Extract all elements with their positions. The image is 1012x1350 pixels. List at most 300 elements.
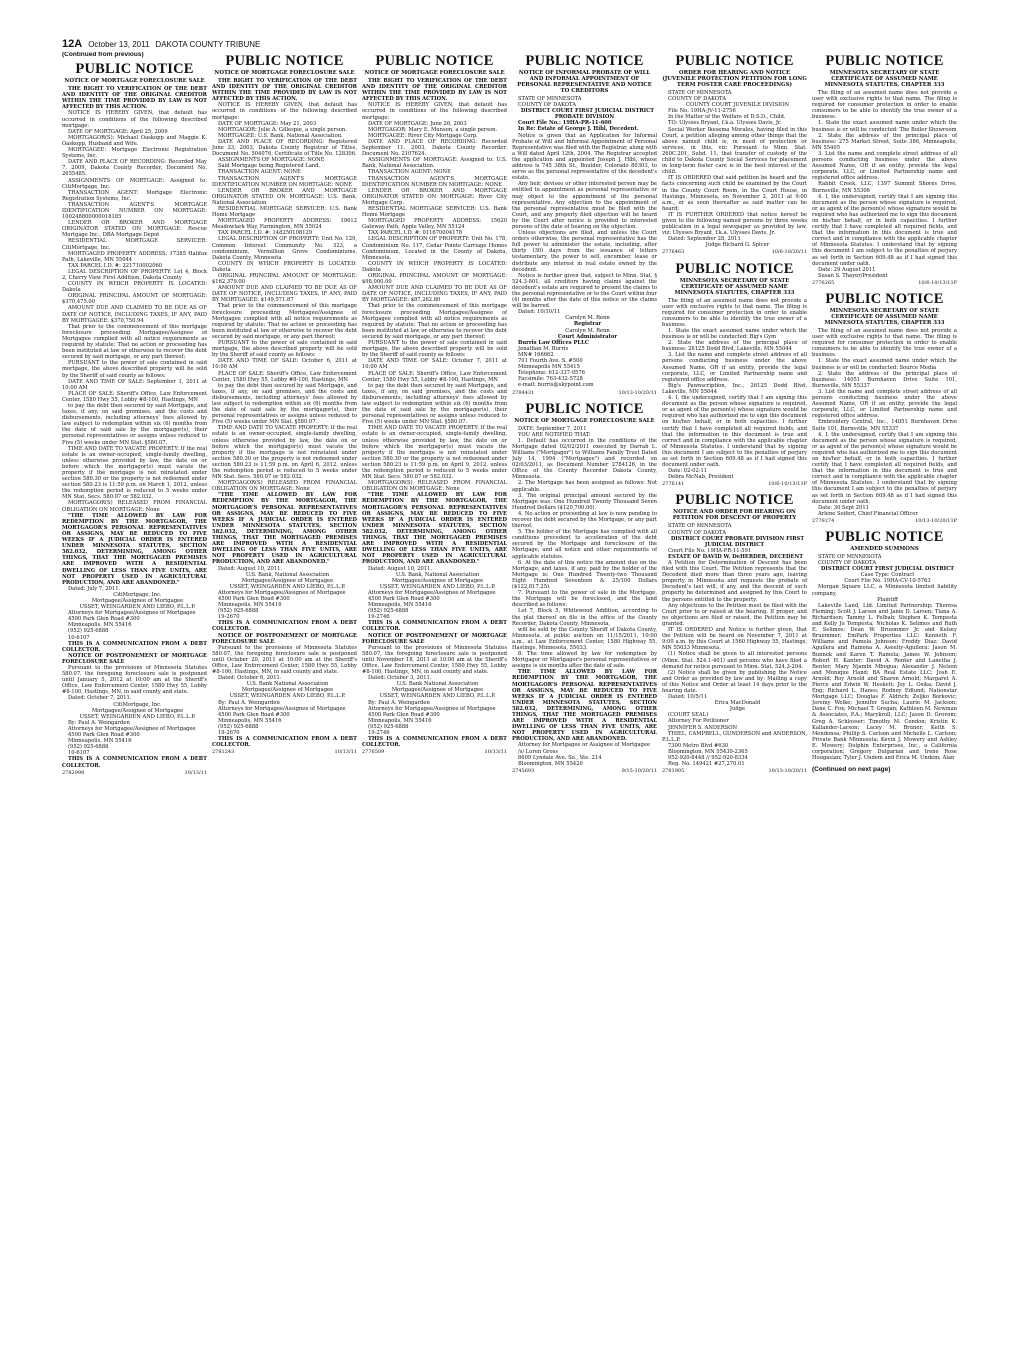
notice-paragraph: Case Type: Contract <box>860 572 915 579</box>
notice-paragraph: Any heir, devisee or other interested person may be entitled to appointment as personal representative or may object to the appointment of the personal representative. Any objection to the appointment of the personal representative must be filed with the Court, and any properly filed objection will be heard by the Court after notice is provided to interested persons of the date of hearing on the objection. <box>512 181 657 230</box>
notice-paragraph: Attorneys for Mortgagee/Assignee of Mortgagee <box>218 589 346 596</box>
notice-paragraph: U.S. Bank, National Association <box>395 571 480 578</box>
notice-paragraph: 4. I, the undersigned, certify that I am signing this document as the person whose signature is required, or as agent of the person(s) whose signature would be required who has authorized me to sign this document on his/her behalf, or in both capacities. I further certify that I have completed all required fields, and that the information in this document is true and correct and in compliance with the applicable chapter of Minnesota Statutes. I understand that by signing this document I am subject to the penalties of perjury as set forth in Section 609.48 as if I had signed this document under oath. <box>812 193 957 267</box>
notice-paragraph: LEGAL DESCRIPTION OF PROPERTY: Lot 4, Block 2, Cherry View First Addition, Dakota County <box>62 268 207 281</box>
notice-paragraph: Jonathan M. Burris <box>518 345 569 352</box>
notice-paragraph: PLACE OF SALE: Sheriff's Office, Law Enforcement Center, 1580 Hwy 55, Lobby #8-100, Hastings, MN <box>212 370 357 383</box>
publication-dates: 10/6-10/13/11P <box>918 279 957 286</box>
notice-paragraph: "THE TIME ALLOWED BY LAW FOR REDEMPTION BY THE MORTGAGOR, THE MORTGAGOR'S PERSONAL REPRESENTATIVES OR ASSIGNS, MAY BE REDUCED TO FIVE WEEKS IF A JUDICIAL ORDER IS ENTERED UNDER MINNESOTA STATUTES, SECTION 582.032, DETERMINING, AMONG OTHER THINGS, THAT THE MORTGAGED PREMISES ARE IMPROVED WITH A RESIDENTIAL DWELLING OF LESS THAN FIVE UNITS, ARE NOT PROPERTY USED IN AGRICULTURAL PRODUCTION, AND ARE ABANDONED." <box>362 492 507 566</box>
notice-id: 2776265 <box>812 279 835 286</box>
column-4 <box>512 52 657 1328</box>
notice-paragraph: PURSUANT to the power of sale contained in said mortgage, the above described property will be sold by the Sheriff of said county as follows: <box>212 340 357 359</box>
notice-paragraph: "THE TIME ALLOWED BY LAW FOR REDEMPTION BY THE MORTGAGOR, THE MORTGAGOR'S PERSONAL REPRESENTATIVES OR ASSIGNS, MAY BE REDUCED TO FIVE WEEKS IF A JUDICIAL ORDER IS ENTERED UNDER MINNESOTA STATUTES, SECTION 582.032, DETERMINING, AMONG OTHER THINGS, THAT THE MORTGAGED PREMISES ARE IMPROVED WITH A RESIDENTIAL DWELLING OF LESS THAN FIVE UNITS, ARE NOT PROPERTY USED IN AGRICULTURAL PRODUCTION, AND ARE ABANDONED." <box>62 512 207 586</box>
notice-footer <box>512 390 657 396</box>
notice-paragraph: Lot 7, Block 5, Whitewood Addition, according to the plat thereof on file in the office of the County Recorder, Dakota County, Minnesota, <box>512 608 657 627</box>
notice-paragraph: TIME AND DATE TO VACATE PROPERTY: If the real estate is an owner-occupied, single-family dwelling, unless otherwise provided by law, the date on or before which the mortgagor(s) must vacate the property if the mortgage is not reinstated under section 580.30 or the property is not redeemed under section 580.23 is 11:59 p.m. on April 6, 2012, unless the redemption period is reduced to 5 weeks under MN Stat. Secs. 580.07 or 582.032. <box>212 425 357 481</box>
notice-paragraph: Attorney For Petitioner <box>668 718 729 725</box>
notice-paragraph: DATE AND TIME OF SALE: October 6, 2011 at 10:00 AM <box>212 358 357 371</box>
notice-paragraph: (COURT SEAL) <box>668 712 709 719</box>
notice-paragraph: COUNTY IN WHICH PROPERTY IS LOCATED: Dakota <box>62 281 207 294</box>
notice-paragraph: USSET, WEINGARDEN AND LIEBO, P.L.L.P. <box>229 693 346 700</box>
notice-footer <box>62 770 207 776</box>
notice-paragraph: U.S. Bank National Association <box>246 681 329 688</box>
notice-subheading: NOTICE OF INFORMAL PROBATE OF WILL AND INFORMAL APPOINTMENT OF PERSONAL REPRESENTATIVE AND NOTICE TO CREDITORS <box>517 70 652 94</box>
notice-paragraph: Court Administrator <box>557 333 618 340</box>
notice-paragraph: In Re: Estate of George J. Hibl, Decedent. <box>518 126 639 133</box>
notice-paragraph: LENDER OR BROKER AND MORTGAGE ORIGINATOR STATED ON MORTGAGE: U.S. Bank, National Association <box>212 187 357 206</box>
publication-dates: 10/6-10/13/11P <box>768 481 807 488</box>
notice-paragraph: Attorney for Mortgagee or Assignee of Mortgagee <box>518 742 651 749</box>
notice-paragraph: 4500 Park Glen Road #300 <box>218 711 290 718</box>
notice-paragraph: TRANSACTION AGENT: NONE <box>218 169 301 176</box>
notice-paragraph: PLACE OF SALE: Sheriff's Office, Law Enforcement Center, 1580 Hwy 55, Lobby #8-100, Hastings, MN <box>62 390 207 403</box>
notice-paragraph: 19-2670 <box>218 614 240 621</box>
notice-paragraph: 8. The time allowed by law for redemption by Mortgagor or Mortgagor's personal representatives or assigns is six months after the date of sale. <box>512 651 657 670</box>
notice-paragraph: Pursuant to the provisions of Minnesota Statutes 580.07, the foregoing foreclosure sale is postponed until October 20, 2011 at 10:00 am at the Sheriff's Office, Law Enforcement Center, 1580 Hwy 55, Lobby #8-100, Hastings, MN, in said county and state. <box>212 644 357 676</box>
continued-from-label: (Continued from previous) <box>62 52 144 58</box>
notice-paragraph: Reg. No. 149421 #27,270.01 <box>668 761 745 768</box>
notice-paragraph: THE RIGHT TO VERIFICATION OF THE DEBT AND IDENTITY OF THE ORIGINAL CREDITOR WITHIN THE TIME PROVIDED BY LAW IS NOT AFFECTED BY THIS ACTION. <box>362 78 507 103</box>
notice-paragraph: Attorneys for Mortgagee/Assignee of Mortgagee <box>368 705 496 712</box>
public-notice <box>62 62 207 776</box>
notice-paragraph: 4. No action or proceeding at law is now pending to recover the debt secured by the Mortgage, or any part thereof. <box>512 510 657 530</box>
notice-paragraph: USSET, WEINGARDEN AND LIEBO, P.L.L.P. <box>379 693 496 700</box>
notice-paragraph: Minneapolis, MN 55416 <box>368 602 432 609</box>
notice-paragraph: ESTATE OF DAVID W. DeHERDER, DECEDENT <box>668 553 804 560</box>
notice-paragraph: (952) 925-6888 <box>218 608 259 615</box>
notice-paragraph: MORTGAGED PROPERTY ADDRESS: 15620 Gateway Path, Apple Valley, MN 55124 <box>362 218 507 231</box>
notice-paragraph: ASSIGNMENTS OF MORTGAGE: Assigned to: U.S. Bank, National Association. <box>362 157 507 170</box>
notice-paragraph: (952) 925-6888 <box>368 723 409 730</box>
page-number: 12A <box>62 38 83 50</box>
notice-paragraph: U.S. Bank National Association <box>396 681 479 688</box>
notice-paragraph: DATE: September 7, 2011 <box>518 425 587 432</box>
notice-paragraph: Dated: October 7, 2011. <box>68 695 132 702</box>
notice-paragraph: THIEL, CAMPBELL, GUNDERSON and ANDERSON, P.L.L.P. <box>662 730 807 743</box>
masthead <box>62 38 957 52</box>
continued-next-label: (Continued on next page) <box>812 766 891 774</box>
notice-paragraph: 952-920-8448 // 952-920-8334 <box>668 755 748 761</box>
column-2 <box>212 52 357 1328</box>
notice-paragraph: 4. I, the undersigned, certify that I am signing this document as the person whose signature is required, or as agent of the person(s) whose signature would be required who has authorized me to sign this document on his/her behalf, or in both capacities. I further certify that I have completed all required fields, and that the information in this document is true and correct and in compliance with the applicable chapter of Minnesota Statutes. I understand that by signing this document I am subject to the penalties of perjury as set forth in Section 609.48 as if I had signed this document under oath. <box>662 395 807 469</box>
publication-dates: 10/6-10/20/11 <box>771 249 807 256</box>
notice-paragraph: DATE OF MORTGAGE: May 21, 2003 <box>218 120 317 127</box>
notice-paragraph: Said Mortgage being Registered Land. <box>218 163 321 170</box>
notice-heading: PUBLIC NOTICE <box>375 53 494 69</box>
notice-paragraph: Dated: 10/10/11 <box>518 309 561 316</box>
publication-dates: 10/13/11 <box>184 769 207 776</box>
publication-dates: 10/13/11 <box>484 749 507 756</box>
notice-heading: PUBLIC NOTICE <box>675 53 794 69</box>
notice-paragraph: 701 Fourth Ave. S. #500 <box>518 358 583 365</box>
notice-paragraph: DISTRICT COURT FIRST JUDICIAL DISTRICT <box>820 566 955 573</box>
notice-paragraph: Minneapolis, MN 55416 <box>68 738 132 745</box>
notice-paragraph: 4500 Park Glen Road #300 <box>68 616 140 623</box>
notice-paragraph: DATE AND PLACE OF RECORDING: Recorded September 11, 2003, Dakota County Recorder, Document No. 2107624. <box>362 138 507 158</box>
notice-paragraph: Susan S. Thayer/President <box>818 272 888 279</box>
notice-paragraph: 4500 Park Glen Road #300 <box>368 711 440 718</box>
notice-paragraph: Dated: August 10, 2011. <box>218 565 283 572</box>
notice-paragraph: Mortgagee/Assignee of Mortgagee <box>241 687 334 694</box>
paper-name: DAKOTA COUNTY TRIBUNE <box>155 40 261 49</box>
notice-paragraph: DISTRICT COURT PROBATE DIVISION FIRST JUDICIAL DISTRICT <box>670 535 805 548</box>
notice-paragraph: YOU ARE NOTIFIED THAT: <box>518 431 591 438</box>
notice-paragraph: Court File No. 19HA-CV-10-5763 <box>844 578 931 585</box>
publication-dates: 10/13-10/20/11P <box>915 517 957 524</box>
notice-paragraph: MORTGAGOR: Mary E. Munson, a single person. <box>368 126 498 133</box>
notice-paragraph: MORTGAGEE: River City Mortgage Corp. <box>368 132 478 139</box>
notice-paragraph: LEGAL DESCRIPTION OF PROPERTY: Unit No. 129, Common Interest Community No. 323, a condominium, Vermillion Grove Condominiums, Dakota County, Minnesota <box>212 236 357 261</box>
notice-paragraph: 10-6107 <box>68 634 90 641</box>
issue-date: October 13, 2011 <box>88 40 150 49</box>
notice-id: 2776141 <box>662 481 685 488</box>
notice-paragraph: NOTICE IS HEREBY GIVEN, that default has occurred in conditions of the following described mortgage: <box>362 102 507 121</box>
notice-paragraph: USSET, WEINGARDEN AND LIEBO, P.L.L.P. <box>229 583 346 590</box>
notice-paragraph: RESIDENTIAL MORTGAGE SERVICER: CitiMortgage, Inc. <box>62 238 207 251</box>
notice-paragraph: CitiMortgage, Inc. <box>113 701 162 708</box>
notice-subheading: NOTICE OF MORTGAGE FORECLOSURE SALE <box>514 417 655 424</box>
notice-paragraph: TIME AND DATE TO VACATE PROPERTY: If the real estate is an owner-occupied, single-family dwelling, unless otherwise provided by law, the date on or before which the mortgagor(s) must vacate the property if the mortgage is not reinstated under section 580.30 or the property is not redeemed under section 580.23 is 11:59 p.m. on April 9, 2012, unless the redemption period is reduced to 5 weeks under MN Stat. Secs. 580.07 or 582.032. <box>362 425 507 481</box>
notice-paragraph: PURSUANT to the power of sale contained in said mortgage, the above described property will be sold by the Sheriff of said county as follows: <box>362 340 507 359</box>
notice-subheading: MINNESOTA SECRETARY OF STATE CERTIFICATE OF ASSUMED NAME MINNESOTA STATUTES, CHAPTER 333 <box>674 277 795 296</box>
notice-paragraph: LENDER OR BROKER AND MORTGAGE ORIGINATOR STATED ON MORTGAGE: Rescue Mortgage Inc., DBA Mortgage Depot <box>62 220 207 239</box>
notice-paragraph: Date: 29 August 2011 <box>818 266 876 273</box>
notice-paragraph: 19-2670 <box>218 730 240 737</box>
notice-footer <box>662 768 807 774</box>
notice-paragraph: STATE OF MINNESOTA <box>518 96 582 102</box>
notice-paragraph: USSET, WEINGARDEN AND LIEBO, P.L.L.P. <box>79 713 196 720</box>
notice-paragraph: 7. Pursuant to the power of sale in the Mortgage, the Mortgage will be foreclosed, and the land described as follows: <box>512 590 657 609</box>
notice-paragraph: 3. List the name and complete street address of all persons conducting business under the above Assumed Name, OR if an entity, provide the legal corporate, LLC, or Limited Partnership name and registered office address. <box>662 352 807 383</box>
notice-paragraph: MORTGAGED PROPERTY ADDRESS: 17385 Halifax Path, Lakeville, MN 55044 <box>62 250 207 263</box>
notice-footer <box>662 481 807 487</box>
column-5 <box>662 52 807 1328</box>
notice-paragraph: By: Paul A. Weingarden <box>68 719 130 726</box>
notice-paragraph: 1. Default has occurred in the conditions of the Mortgage dated 02/02/2011 executed by Darrah L. Williams ("Mortgagor") to Williams Family Trust Dated July 14, 1994 ("Mortgagee") and recorded on 02/03/2011, as Document Number 2784126, in the Office of the County Recorder Dakota County, Minnesota. <box>512 437 657 481</box>
notice-paragraph: 19-2746 <box>368 614 390 621</box>
notice-paragraph: 19-2746 <box>368 730 390 737</box>
notice-footer <box>212 749 357 755</box>
notice-paragraph: Embroidery Central, Inc., 14051 Burnhaven Drive Suite 101, Burnsville, MN 55337 <box>812 419 957 432</box>
notice-paragraph: will be sold by the County Sheriff of Dakota County, Minnesota, at public auction on 11/15/2011, 10:00 a.m., at Law Enforcement Center, 1580 Highway 55, Hastings, Minnesota, 55033. <box>512 626 657 651</box>
notice-subheading: NOTICE OF MORTGAGE FORECLOSURE SALE <box>214 70 355 76</box>
notice-heading: PUBLIC NOTICE <box>675 260 794 277</box>
publication-dates: 9/15-10/20/11 <box>621 767 657 774</box>
notice-paragraph: (2) Notice shall be given by publishing the Notice and Order as provided by law and by: Mailing a copy of this Notice and Order at least 14 days prior to the hearing date. <box>662 669 807 694</box>
notice-paragraph: Minneapolis, MN 55416 <box>68 622 132 629</box>
notice-paragraph: Mortgagee/Assignee of Mortgagee <box>91 597 184 604</box>
notice-paragraph: Attorneys for Mortgagee/Assignee of Mortgagee <box>218 705 346 712</box>
notice-paragraph: 2. The Mortgage has been assigned as follows: Not applicable. <box>512 480 657 493</box>
notice-footer <box>812 518 957 524</box>
notice-paragraph: Date: 02-02-11 <box>668 468 708 475</box>
notice-paragraph: COUNTY OF DAKOTA <box>518 102 576 109</box>
notice-paragraph: Attorneys for Mortgagee/Assignee of Mortgagee <box>68 610 196 617</box>
notice-paragraph: Lakeville Land, Ltd. Limited Partnership; Theresa Fleming; Scott J. Larsen and Janie D. Larsen; Tiana A. Richardson; Tammy L. Felbab; Stephen K. Tempesta and Kelly Jo Tempesta; Nicholas K. Selimos and Ruth E. Selimos; Dean W. Bruemmer Jr. and Kelsey Bruemmer; EmPark Properties LLC; Kenneth F. Williams and Pamela Johnson; Freddy Diaz; David Aguilera and Ramona A. Aseelty-Aguilera; Jason M. Bunnek and Karen T. Ramola; James W. Johnson; Robert H. Kanter; David A. Renter and Lanetha J. Renter; Mary Njambi Mbogua; Alexander J. Nelson and Monique Hand; BA Real Estate LLC; Josh E. Arnold; Roy Arnold and Sharon Arnold; Margaret A. Pierce and Edwin W. Heskett; Joy L. Osika; David J. Eng; Richard L. Hanes; Rodney Edlund; Nationstar Mortgage LLC; Douglas F. Aldrich; Zeljko Borkovic; Jeremy Welke; Jennifer Sucha; Laurie M. Jackson; Dane C. Fox; Michael T. Gregan; Kathleen M. Newman & Associates, P.A.; Marykroll, LLC; Jason D. Grovom; Greg A. Schlosser; Timothy M. Condon; Kristin K. Kallander-Larson; Lacey M. Bruner; Keith S. Mendonsa; Phillip S. Carlson and Michelle L. Carlson; Private Bank Minnesota; Kevin J. Mowery and Ashley E. Mowery; Dolphin Enterprises, Inc., a California corporation; Gregory Dulgarian and Irene Rose Hougasian; Tyler J. Undem and Erica M. Undem; Alan <box>812 602 957 762</box>
notice-paragraph: COUNTY OF DAKOTA <box>668 529 726 536</box>
notice-paragraph: COUNTY OF DAKOTA <box>818 560 876 567</box>
notice-subheading: MINNESOTA SECRETARY OF STATE CERTIFICATE OF ASSUMED NAME MINNESOTA STATUTES, CHAPTER 333 <box>824 70 945 88</box>
notice-paragraph: (952) 925-6888 <box>68 744 109 751</box>
notice-paragraph: DATE AND TIME OF SALE: September 1, 2011 at 10:00 AM <box>62 378 207 391</box>
notice-footer <box>362 749 507 755</box>
notice-paragraph: The filing of an assumed name does not provide a user with exclusive rights to that name. The filing is required for consumer protection in order to enable consumers to be able to identify the true owner of a business. <box>662 297 807 328</box>
notice-paragraph: 3. The original principal amount secured by the Mortgage was: One Hundred Twenty Thousand Seven Hundred Dollars ($120,700.00). <box>512 492 657 511</box>
notice-paragraph: Notice is further given that, subject to Minn. Stat. § 524.3-801, all creditors having claims against the decedent's estate are required to present the claims to the personal representative or to the Court within four (4) months after the date of this notice or the claims will be barred. <box>512 272 657 310</box>
notice-paragraph: 8609 Lyndale Ave. So., Ste. 214 <box>518 754 602 761</box>
notice-paragraph: Attorneys for Mortgagee/Assignee of Mortgagee <box>68 725 196 732</box>
notice-paragraph: Plaintiff <box>877 596 898 603</box>
notice-paragraph: DATE AND TIME OF SALE: October 7, 2011 at 10:00 AM <box>362 358 507 371</box>
notice-paragraph: Debra McNab, President <box>668 474 734 481</box>
notice-paragraph: (952) 925-6888 <box>68 628 109 635</box>
notice-paragraph: THIS IS A COMMUNICATION FROM A DEBT COLLECTOR. <box>362 620 507 633</box>
notice-paragraph: Minneapolis, MN 55416 <box>368 717 432 724</box>
notice-paragraph: MORTGAGEE: U.S. Bank, National Association. <box>218 132 343 139</box>
notice-heading: PUBLIC NOTICE <box>75 61 194 78</box>
notice-paragraph: Notice is given that an Application for Informal Probate of Will and Informal Appointment of Personal Representative was filed with the Registrar, along with a Will dated April 12th, 2004. The Registrar accepted the application and appointed Joseph J. Hibl, whose address is 745 38th St., Boulder, Colorado 80303, to serve as the personal representative of the decedent's estate. <box>512 132 657 182</box>
notice-subheading: ORDER FOR HEARING AND NOTICE (JUVENILE PROTECTION PETITION FOR LONG TERM FOSTER CARE PROCEEDINGS) <box>662 70 807 88</box>
notice-paragraph: Mortgagee/Assignee of Mortgagee <box>391 577 484 584</box>
public-notice <box>662 493 807 774</box>
public-notice <box>362 54 507 755</box>
notice-paragraph: to pay the debt then secured by said Mortgage, and taxes, if any, on said premises, and the costs and disbursements, including attorneys' fees allowed by law subject to redemption within six (6) months from the date of said sale by the mortgagor(s), their personal representatives or assigns unless reduced to Five (5) weeks under MN Stat. §580.07. <box>362 382 507 426</box>
notice-paragraph: 2. State the address of the principal place of business: 14051 Burnhaven Drive Suite 101, Burnsville, MN 55337 <box>812 370 957 389</box>
notice-paragraph: 4500 Park Glen Road #300 <box>68 732 140 739</box>
notice-paragraph: 3. List the name and complete street address of all persons conducting business under the above Assumed Name, OR if an entity, provide the legal corporate, LLC, or Limited Partnership name and registered office address. <box>812 150 957 182</box>
notice-paragraph: 2. State the address of the principal place of business: 275 Market Street, Suite 386, Minneapolis, MN 55405 <box>812 132 957 151</box>
notice-paragraph: 2. State the address of the principal place of business: 26125 Dodd Blvd, Lakeville, MN 55044 <box>662 340 807 353</box>
notice-subheading: NOTICE AND ORDER FOR HEARING ON PETITION FOR DESCENT OF PROPERTY <box>672 509 797 522</box>
notice-paragraph: MORTGAGED PROPERTY ADDRESS: 19612 Meadowlark Way, Farmington, MN 55024 <box>212 218 357 231</box>
notice-paragraph: NOTICE OF POSTPONEMENT OF MORTGAGE FORECLOSURE SALE <box>362 632 507 645</box>
notice-subheading: MINNESOTA SECRETARY OF STATE CERTIFICATE OF ASSUMED NAME MINNESOTA STATUTES, CHAPTER 333 <box>824 308 945 326</box>
notice-paragraph: CitiMortgage, Inc. <box>113 591 162 598</box>
notice-paragraph: DISTRICT COURT FIRST JUDICIAL DISTRICT PROBATE DIVISION <box>520 108 655 121</box>
notice-paragraph: 6. At the date of this notice the amount due on the Mortgage, and taxes, if any, paid by the holder of the Mortgage is: One Hundred Twenty-two Thousand Eight Hundred Seventeen & 25/100 Dollars ($122,817.25). <box>512 559 657 591</box>
public-notice <box>212 54 357 755</box>
notice-paragraph: (952) 925-6888 <box>368 608 409 615</box>
notice-paragraph: Court File No. 19HA-PR-11-591 <box>668 547 752 554</box>
notice-paragraph: Pursuant to the provisions of Minnesota Statutes 580.07, the foregoing foreclosure sale is postponed until January 5, 2012 at 10:00 am at the Sheriff's Office, Law Enforcement Center, 1580 Hwy 55, Lobby #8-100, Hastings, MN, in said county and state. <box>62 665 207 696</box>
notice-paragraph: THIS IS A COMMUNICATION FROM A DEBT COLLECTOR. <box>62 640 207 653</box>
notice-paragraph: Pursuant to the provisions of Minnesota Statutes 580.07, the foregoing foreclosure sale is postponed until November 18, 2011 at 10:00 am at the Sheriff's Office, Law Enforcement Center, 1580 Hwy 55, Lobby #8-100, Hastings, MN, in said county and state. <box>362 644 507 676</box>
notice-paragraph: File No. 19HA-JV-11-2756 <box>668 108 736 115</box>
notice-paragraph: to pay the debt then secured by said Mortgage, and taxes, if any, on said premises, and the costs and disbursements, including attorneys' fees allowed by law subject to redemption within six (6) months from the date of said sale by the mortgagor(s), their personal representatives or assigns unless reduced to Five (5) weeks under MN Stat. §580.07. <box>62 402 207 446</box>
notice-paragraph: MN# 166662 <box>518 351 554 358</box>
notice-paragraph: A Petition for Determination of Descent has been filed with this Court. The Petition represents that the Decedent died more than three years ago, leaving property in Minnesota and requests the probate of Decedent's last will, if any, and the descent of such property be determined and assigned by this Court to the persons entitled to the property. <box>662 560 807 603</box>
notice-paragraph: By: Paul A. Weingarden <box>368 699 430 706</box>
notice-subheading: NOTICE OF MORTGAGE FORECLOSURE SALE <box>364 70 505 76</box>
notice-paragraph: Judge Richard G. Spicer <box>705 242 770 249</box>
notice-paragraph: The filing of an assumed name does not provide a user with exclusive rights to that name. The filing is required for consumer protection in order to enable consumers to be able to identify the true owner of a business. <box>812 328 957 359</box>
notice-paragraph: COUNTY IN WHICH PROPERTY IS LOCATED: Dakota <box>212 260 357 273</box>
notice-paragraph: AMOUNT DUE AND CLAIMED TO BE DUE AS OF DATE OF NOTICE, INCLUDING TAXES, IF ANY, PAID BY MORTGAGEE: $149,571.87 <box>212 285 357 304</box>
notice-id: 2779274 <box>812 517 835 524</box>
notice-paragraph: Minneapolis MN 55415 <box>518 364 580 371</box>
notice-paragraph: Social Worker Ikesema Morales, having filed in this Court, a petition alleging among other things that the above named child is, in need of protection or services, in this, viz: Pursuant to Minn. Stat. 260C.201, Subd. 11, that transfer of custody of the child to Dakota County Social Services for placement in long-term foster care is in the best interest of the child. <box>662 126 807 176</box>
notice-paragraph: STATE OF MINNESOTA <box>668 90 732 96</box>
notice-id: 2745693 <box>512 767 535 774</box>
notice-footer <box>512 768 657 774</box>
notice-paragraph: TRANSACTION AGENT: Mortgage Electronic Registration Systems, Inc. <box>62 189 207 202</box>
notice-paragraph: Morgan Square LLC, a Minnesota limited liability company, <box>812 584 957 597</box>
notice-columns <box>62 52 957 1328</box>
column-1 <box>62 52 207 1328</box>
notice-paragraph: DATE OF MORTGAGE: June 26, 2003 <box>368 120 467 127</box>
notice-paragraph: COUNTY OF DAKOTA <box>668 96 726 103</box>
notice-paragraph: Any objections to the Petition must be filed with the Court prior to or raised at the hearing. If proper, and no objections are filed or raised, the Petition may be granted. <box>662 602 807 627</box>
notice-paragraph: TRANSACTION AGENT'S MORTGAGE IDENTIFICATION NUMBER ON MORTGAGE: NONE <box>212 175 357 188</box>
notice-id: 2782998 <box>62 769 85 776</box>
notice-paragraph: DATE OF MORTGAGE: April 25, 2009 <box>68 128 168 135</box>
newspaper-page <box>62 38 957 1328</box>
notice-paragraph: THIS IS A COMMUNICATION FROM A DEBT COLLECTOR. <box>212 620 357 633</box>
notice-paragraph: MORTGAGOR(S): Michael Oaskopp and Maggie K. Oaskopp, Husband and Wife. <box>62 134 207 147</box>
notice-paragraph: (952) 925-6888 <box>218 723 259 730</box>
notice-heading: PUBLIC NOTICE <box>825 291 944 307</box>
public-notice <box>812 54 957 286</box>
notice-paragraph: Bloomington, MN 55439-2365 <box>668 748 748 755</box>
notice-paragraph: AMOUNT DUE AND CLAIMED TO BE DUE AS OF DATE OF NOTICE, INCLUDING TAXES, IF ANY, PAID BY MORTGAGEE: $87,262.80 <box>362 285 507 304</box>
notice-paragraph: USSET, WEINGARDEN AND LIEBO, P.L.L.P. <box>379 583 496 590</box>
notice-paragraph: Dated: October 3, 2011. <box>368 675 432 682</box>
notice-footer <box>812 280 957 286</box>
notice-paragraph: COUNTY COURT JUVENILE DIVISION <box>685 102 790 109</box>
notice-paragraph: e-mail: burris@skypoint.com <box>518 382 594 389</box>
notice-paragraph: MORTGAGOR: Julie A. Gillespie, a single person. <box>218 126 347 133</box>
notice-paragraph: That prior to the commencement of this mortgage foreclosure proceeding Mortgagee/Assignee of Mortgagee complied with all notice requirements as required by statute; That no action or proceeding has been instituted at law or otherwise to recover the debt secured by said mortgage, or any part thereof; <box>212 303 357 340</box>
notice-paragraph: TRANSACTION AGENT: NONE <box>368 169 451 176</box>
public-notice <box>512 402 657 774</box>
notice-paragraph: 4500 Park Glen Road #300 <box>368 595 440 602</box>
notice-paragraph: DATE AND PLACE OF RECORDING: Recorded May 7, 2009, Dakota County Recorder, Document No. 2655485. <box>62 159 207 178</box>
notice-paragraph: Erica MacDonald <box>714 700 761 707</box>
notice-footer <box>662 249 807 255</box>
notice-paragraph: /s/ Loren Gross <box>518 748 558 755</box>
notice-paragraph: COUNTY IN WHICH PROPERTY IS LOCATED: Dakota <box>362 260 507 273</box>
notice-paragraph: U.S. Bank, National Association <box>245 571 330 578</box>
notice-paragraph: Court File No.: 19HA-PR-11-600 <box>518 120 612 127</box>
notice-id: 2776509 <box>362 749 385 756</box>
notice-paragraph: (1) Notice shall be given to all interested persons (Minn. Stat. 524.1-401) and persons who have filed a demand for notice pursuant to Minn. Stat. 524.3-204. <box>662 651 807 670</box>
publication-dates: 10/13-10/20/11 <box>768 768 807 775</box>
notice-paragraph: NOTICE IS HEREBY GIVEN, that default has occurred in conditions of the following described mortgage: <box>212 102 357 121</box>
notice-paragraph: Dated: July 7, 2011. <box>68 585 121 592</box>
public-notice <box>512 54 657 396</box>
notice-paragraph: Arlene Seifert, Chief Financial Officer <box>818 510 918 517</box>
notice-paragraph: NOTICE IS HEREBY GIVEN, that default has occurred in conditions of the following described mortgage: <box>62 110 207 129</box>
notice-paragraph: Dated: September 28, 2011 <box>668 236 741 243</box>
notice-paragraph: RESIDENTIAL MORTGAGE SERVICER: U.S. Bank Home Mortgage <box>362 205 507 219</box>
notice-paragraph: Registrar <box>573 321 602 328</box>
notice-paragraph: 1. State the exact assumed name under which the business is or will be conducted: The Boiler Showroom <box>812 120 957 133</box>
notice-paragraph: TRANSACTION AGENT'S MORTGAGE IDENTIFICATION NUMBER ON MORTGAGE: 100248800000018185 <box>62 201 207 221</box>
notice-paragraph: THE RIGHT TO VERIFICATION OF THE DEBT AND IDENTITY OF THE ORIGINAL CREDITOR WITHIN THE TIME PROVIDED BY LAW IS NOT AFFECTED BY THIS ACTION. <box>212 78 357 103</box>
notice-paragraph: Dated: August 10, 2011. <box>368 565 433 572</box>
notice-paragraph: Dated: October 6, 2011. <box>218 675 282 682</box>
notice-paragraph: IT IS ORDERED that said petition be heard and the facts concerning such child be examined by the Court in the County Court Room, in the Court House, in Hastings, Minnesota, on November 2, 2011 at 9:00 a.m., or as soon thereafter as said matter can be heard; <box>662 175 807 212</box>
notice-paragraph: 5. The holder of the Mortgage has complied with all conditions precedent to acceleration of the debt secured by the Mortgage and foreclosure of the Mortgage, and all notice and other requirements of applicable statutes. <box>512 529 657 560</box>
notice-subheading: AMENDED SUMMONS <box>850 546 919 552</box>
notice-paragraph: Mortgagee/Assignee of Mortgagee <box>391 687 484 694</box>
notice-paragraph: MORTGAGEE: Mortgage Electronic Registration Systems, Inc. <box>62 147 207 160</box>
notice-paragraph: ORIGINAL PRINCIPAL AMOUNT OF MORTGAGE: $370,475.00 <box>62 293 207 306</box>
notice-paragraph: Unless objections are filed, and unless the Court orders otherwise, the personal representative has the full power to administer the estate, including, after thirty (30) days from the issuance of letters testamentary, the power to sell, encumber, lease or distribute any interest in real estate owned by the decedent. <box>512 230 657 273</box>
notice-paragraph: That prior to the commencement of this mortgage foreclosure proceeding Mortgagee/Assignee of Mortgagee complied with all notice requirements as required by statute; That no action or proceeding has been instituted at law or otherwise to recover the debt secured by said mortgage, or any part thereof; <box>62 323 207 361</box>
notice-paragraph: Carolyn M. Renn <box>565 327 610 334</box>
notice-paragraph: Minneapolis, MN 55416 <box>218 717 282 724</box>
notice-paragraph: NOTICE OF POSTPONEMENT OF MORTGAGE FORECLOSURE SALE <box>62 652 207 665</box>
notice-paragraph: LENDER OR BROKER AND MORTGAGE ORIGINATOR STATED ON MORTGAGE: River City Mortgage Corp. <box>362 187 507 206</box>
notice-heading: PUBLIC NOTICE <box>525 53 644 69</box>
notice-paragraph: 3. List the name and complete street address of all persons conducting business under the above Assumed Name, OR if an entity, provide the legal corporate, LLC, or Limited Partnership name and registered office address. <box>812 388 957 420</box>
notice-paragraph: DATE AND PLACE OF RECORDING: Registered June 23, 2003, Dakota County Registrar of Titles, Document No. 504076, Certificate of Title No. 128306. <box>212 138 357 158</box>
notice-paragraph: TAX PARCEL I.D. #: 011670004178 <box>368 230 463 237</box>
notice-heading: PUBLIC NOTICE <box>675 492 794 509</box>
notice-paragraph: STATE OF MINNESOTA <box>818 554 882 560</box>
notice-paragraph: Burris Law Offices PLLC <box>518 339 589 346</box>
notice-paragraph: Bloomington, MN 55420 <box>518 760 583 767</box>
notice-paragraph: THE TIME ALLOWED BY LAW FOR REDEMPTION BY THE MORTGAGOR, THE MORTGAGOR'S PERSONAL REPRESENTATIVES OR ASSIGNS, MAY BE REDUCED TO FIVE WEEKS IF A JUDICIAL ORDER IS ENTERED UNDER MINNESOTA STATUTES, SECTION 582.032, DETERMINING, AMONG OTHER THINGS, THAT THE MORTGAGED PREMISES ARE IMPROVED WITH A RESIDENTIAL DWELLING OF LESS THAN FIVE UNITS, ARE NOT PROPERTY USED IN AGRICULTURAL PRODUCTION, AND ARE ABANDONED. <box>512 669 657 743</box>
notice-heading: PUBLIC NOTICE <box>525 400 644 417</box>
notice-paragraph: ASSIGNMENTS OF MORTGAGE: Assigned to: CitiMortgage, Inc. <box>62 177 207 190</box>
notice-paragraph: 1. State the exact assumed name under which the business is or will be conducted: Source Media <box>812 358 957 371</box>
notice-id: 2784431 <box>512 389 535 396</box>
column-3 <box>362 52 507 1328</box>
notice-paragraph: Telephone: 612-337-9576 <box>518 370 585 377</box>
notice-paragraph: ORIGINAL PRINCIPAL AMOUNT OF MORTGAGE: $98,000.00 <box>362 273 507 286</box>
notice-paragraph: THIS IS A COMMUNICATION FROM A DEBT COLLECTOR. <box>212 736 357 749</box>
notice-paragraph: to pay the debt then secured by said Mortgage, and taxes, if any, on said premises, and the costs and disbursements, including attorneys' fees allowed by law subject to redemption within six (6) months from the date of said sale by the mortgagor(s), their personal representatives or assigns unless reduced to Five (5) weeks under MN Stat. §580.07. <box>212 382 357 426</box>
publication-dates: 10/13-10/20/11 <box>618 389 657 396</box>
notice-paragraph: STATE OF MINNESOTA <box>668 523 732 530</box>
notice-paragraph: Minneapolis, MN 55416 <box>218 602 282 609</box>
public-notice <box>812 530 957 761</box>
notice-paragraph: THE RIGHT TO VERIFICATION OF THE DEBT AND IDENTITY OF THE ORIGINAL CREDITOR WITHIN THE TIME PROVIDED BY LAW IS NOT AFFECTED BY THIS ACTION. <box>62 86 207 111</box>
notice-paragraph: 7300 Metro Blvd #630 <box>668 742 729 749</box>
publication-dates: 10/13/11 <box>334 749 357 756</box>
notice-paragraph: PURSUANT to the power of sale contained in said mortgage, the above described property will be sold by the Sheriff of said county as follows: <box>62 360 207 379</box>
notice-subheading: NOTICE OF MORTGAGE FORECLOSURE SALE <box>64 78 205 85</box>
notice-id: 2781905 <box>662 768 685 775</box>
notice-paragraph: Carolyn M. Renn <box>565 315 610 322</box>
notice-paragraph: TIME AND DATE TO VACATE PROPERTY: If the real estate is an owner-occupied, single-family dwelling, unless otherwise provided by law, the date on or before which the mortgagor(s) must vacate the property if the mortgage is not reinstated under section 580.30 or the property is not redeemed under section 580.23 is 11:59 p.m. on March 1, 2012, unless the redemption period is reduced to 5 weeks under MN Stat. Secs. 580.07 or 582.032. <box>62 445 207 501</box>
notice-paragraph: Mortgagee/Assignee of Mortgagee <box>91 707 184 714</box>
notice-paragraph: Judge <box>729 706 746 713</box>
notice-paragraph: "THE TIME ALLOWED BY LAW FOR REDEMPTION BY THE MORTGAGOR, THE MORTGAGOR'S PERSONAL REPRESENTATIVES OR ASSIGNS, MAY BE REDUCED TO FIVE WEEKS IF A JUDICIAL ORDER IS ENTERED UNDER MINNESOTA STATUTES, SECTION 582.032, DETERMINING, AMONG OTHER THINGS, THAT THE MORTGAGED PREMISES ARE IMPROVED WITH A RESIDENTIAL DWELLING OF LESS THAN FIVE UNITS, ARE NOT PROPERTY USED IN AGRICULTURAL PRODUCTION, AND ARE ABANDONED." <box>212 492 357 566</box>
notice-heading: PUBLIC NOTICE <box>225 53 344 69</box>
notice-paragraph: ORIGINAL PRINCIPAL AMOUNT OF MORTGAGE: $162,379.00 <box>212 273 357 286</box>
public-notice <box>662 262 807 488</box>
notice-paragraph: 1. State the exact assumed name under which the business is or will be conducted: Big's Gym <box>662 328 807 341</box>
notice-paragraph: By: Paul A. Weingarden <box>218 699 280 706</box>
notice-id: 2776463 <box>662 249 685 256</box>
notice-paragraph: IT IS FURTHER ORDERED that notice hereof be given to the following named persons by three weeks publication in a legal newspaper as provided by law, viz: Ulysses Bryant, f.k.a. Ulysses Davis, Jr. <box>662 211 807 237</box>
notice-paragraph: ASSIGNMENTS OF MORTGAGE: NONE <box>218 157 325 164</box>
notice-paragraph: Date: 30 Sept 2011 <box>818 504 869 511</box>
notice-paragraph: 4. I, the undersigned, certify that I am signing this document as the person whose signature is required, or as agent of the person(s) whose signature would be required who has authorized me to sign this document on his/her behalf, or in both capacities. I further certify that I have completed all required fields, and that the information in this document is true and correct and in compliance with the applicable chapter of Minnesota Statutes. I understand that by signing this document I am subject to the penalties of perjury as set forth in Section 609.48 as if I had signed this document under oath. <box>812 431 957 505</box>
notice-paragraph: IT IS ORDERED and Notice is further given, that the Petition will be heard on November 7, 2011 at 9:00 a.m. by this Court at 1560 Highway 55, Hastings, MN 55033 Minnesota. <box>662 627 807 652</box>
notice-heading: PUBLIC NOTICE <box>825 529 944 545</box>
notice-paragraph: MORTGAGOR(S) RELEASED FROM FINANCIAL OBLIGATION ON MORTGAGE: None <box>62 500 207 513</box>
notice-paragraph: 4500 Park Glen Road #300 <box>218 595 290 602</box>
notice-paragraph: 10-6107 <box>68 750 90 757</box>
notice-paragraph: THIS IS A COMMUNICATION FROM A DEBT COLLECTOR. <box>62 756 207 769</box>
public-notice <box>662 54 807 256</box>
notice-paragraph: Attorneys for Mortgagee/Assignee of Mortgagee <box>368 589 496 596</box>
notice-paragraph: Dated: 10/5/11 <box>668 694 708 701</box>
